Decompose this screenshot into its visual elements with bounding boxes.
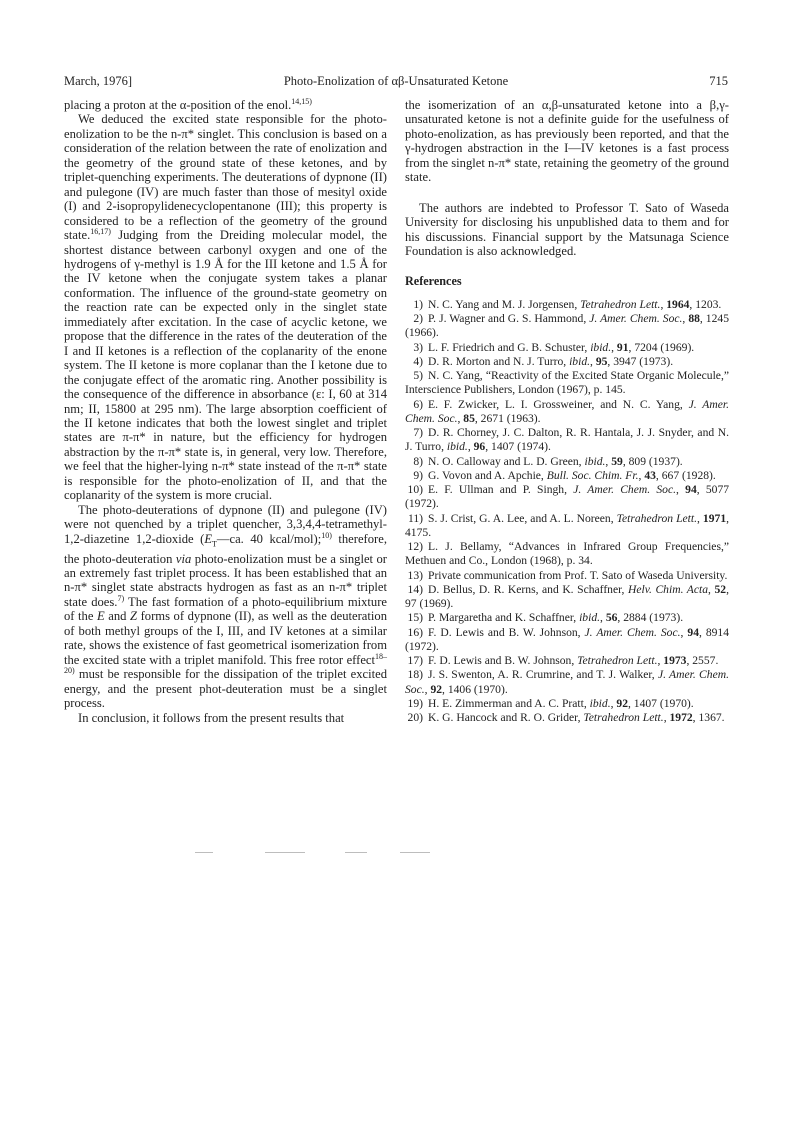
reference-item: 13) Private communication from Prof. T. Sato of Waseda University. xyxy=(405,569,729,583)
reference-number: 7) xyxy=(413,426,423,440)
volume: 91 xyxy=(616,340,629,354)
reference-item: 6) E. F. Zwicker, L. I. Grossweiner, and N. C. Yang, J. Amer. Chem. Soc., 85, 2671 (1963). xyxy=(405,397,729,425)
journal-name: ibid. xyxy=(579,611,601,625)
references-heading: References xyxy=(405,273,462,288)
right-column xyxy=(405,98,729,725)
journal-name: ibid. xyxy=(584,454,606,468)
reference-number: 4) xyxy=(413,354,423,368)
volume: 1964 xyxy=(666,297,690,311)
volume: 59 xyxy=(611,454,623,468)
reference-item: 19) H. E. Zimmerman and A. C. Pratt, ibid., 92, 1407 (1970). xyxy=(405,697,729,711)
journal-name: J. Amer. Chem. Soc. xyxy=(584,625,681,639)
reference-number: 1) xyxy=(413,297,423,311)
acknowledgement: The authors are indebted to Professor T. Sato of Waseda University for disclosing his unpublished data to them and for his discussions. Financial support by the Matsunaga Science Foundation is also acknowledged. xyxy=(405,200,729,259)
reference-number: 11) xyxy=(407,511,423,525)
journal-name: Tetrahedron Lett. xyxy=(577,654,658,668)
reference-number: 6) xyxy=(413,397,423,411)
header-title: Photo-Enolization of αβ-Unsaturated Ketone xyxy=(283,74,509,88)
citation: 7) xyxy=(117,593,125,603)
reference-item: 12) L. J. Bellamy, “Advances in Infrared Group Frequencies,” Methuen and Co., London (1968), p. 34. xyxy=(405,540,729,568)
volume: 85 xyxy=(463,411,475,425)
reference-number: 8) xyxy=(413,454,423,468)
reference-item: 1) N. C. Yang and M. J. Jorgensen, Tetrahedron Lett., 1964, 1203. xyxy=(405,298,729,312)
citation: 18–20) xyxy=(64,651,387,676)
volume: 92 xyxy=(616,696,628,710)
journal-name: Tetrahedron Lett. xyxy=(580,297,661,311)
reference-number: 2) xyxy=(413,312,423,326)
reference-item: 11) S. J. Crist, G. A. Lee, and A. L. Noreen, Tetrahedron Lett., 1971, 4175. xyxy=(405,511,730,539)
reference-item: 14) D. Bellus, D. R. Kerns, and K. Schaffner, Helv. Chim. Acta, 52, 97 (1969). xyxy=(405,582,729,611)
paragraph-conclusion: In conclusion, it follows from the present results that xyxy=(78,710,345,725)
volume: 1971 xyxy=(702,511,727,525)
volume: 88 xyxy=(688,312,700,326)
reference-item: 20) K. G. Hancock and R. O. Grider, Tetrahedron Lett., 1972, 1367. xyxy=(405,711,729,725)
journal-name: J. Amer. Chem. Soc. xyxy=(405,668,729,696)
reference-item: 16) F. D. Lewis and B. W. Johnson, J. Amer. Chem. Soc., 94, 8914 (1972). xyxy=(405,625,730,653)
reference-item: 17) F. D. Lewis and B. W. Johnson, Tetrahedron Lett., 1973, 2557. xyxy=(405,654,729,668)
reference-item: 7) D. R. Chorney, J. C. Dalton, R. R. Hantala, J. J. Snyder, and N. J. Turro, ibid., 96, 1407 (1974). xyxy=(405,426,729,454)
journal-name: ibid. xyxy=(569,354,591,368)
reference-item: 8) N. O. Calloway and L. D. Green, ibid., 59, 809 (1937). xyxy=(405,455,729,469)
journal-name: ibid. xyxy=(446,440,468,454)
reference-number: 3) xyxy=(413,340,423,354)
reference-number: 18) xyxy=(407,668,423,682)
running-header xyxy=(64,73,728,89)
volume: 43 xyxy=(644,468,656,482)
volume: 94 xyxy=(687,625,699,639)
reference-number: 10) xyxy=(407,483,423,497)
journal-name: J. Amer. Chem. Soc. xyxy=(573,483,677,497)
citation: 16,17) xyxy=(90,227,111,237)
left-column xyxy=(64,98,387,725)
journal-name: J. Amer. Chem. Soc. xyxy=(589,312,683,326)
reference-item: 10) E. F. Ullman and P. Singh, J. Amer. Chem. Soc., 94, 5077 (1972). xyxy=(405,483,730,511)
reference-number: 12) xyxy=(407,540,423,554)
reference-number: 15) xyxy=(407,611,423,625)
reference-number: 16) xyxy=(407,625,423,639)
journal-name: Bull. Soc. Chim. Fr. xyxy=(546,468,639,482)
reference-item: 9) G. Vovon and A. Apchie, Bull. Soc. Chim. Fr., 43, 667 (1928). xyxy=(405,469,729,483)
citation: 10) xyxy=(321,530,332,540)
reference-number: 5) xyxy=(413,369,423,383)
paragraph-excited-state: We deduced the excited state responsible for the photo-enolization to be the n-π* singlet. This conclusion is based on a consideration of the relation between the rate of enolization and the geometry of the ground state of these ketones, and by triplet-quenching experiments. The deuterations of dypnone (II) and pulegone (IV) are much faster than those of mesityl oxide (I) and 2-isopropylidenecyclopentanone (III); this property is considered to be a reflection of the geometry of the ground state.$^{16,17)}$ Judging from the Dreiding molecular model, the shortest distance between carbonyl oxygen and one of the hydrogens of γ-methyl is 1.9 Å for the III ketone and 1.5 Å for the IV ketone when the conjugate system takes a planar conformation. The influence of the ground-state geometry on the reaction rate can be expected only in the singlet state immediately after excitation. In the case of acyclic ketone, we propose that the difference in the rates of the deuteration of the I and II ketones is a reflection of the coplanarity of the enone system. The II ketone is more coplanar than the I ketone due to the conjugate effect of the aromatic ring. Another possibility is the consequence of the difference in absorbance (ε: I, 60 at 314 nm; II, 15800 at 295 nm). The large absorption coefficient of the II ketone indicates that both the lowest singlet and triplet states are π-π* in nature, but the efficiency for hydrogen abstraction by the π-π* state is, in general, very low. Therefore, we feel that the higher-lying n-π* state instead of the π-π* state is responsible for the photo-enolization of II, and that the coplanarity of the system is more crucial. xyxy=(64,112,387,503)
volume: 1972 xyxy=(669,711,693,725)
journal-name: ibid. xyxy=(590,340,612,354)
citation: 14,15) xyxy=(291,97,312,106)
paragraph-conclusion-cont: the isomerization of an α,β-unsaturated ketone into a β,γ-unsaturated ketone is not a definite guide for the usefulness of photo-enolization, as has previously been reported, and that the γ-hydrogen abstraction in the I—IV ketones is a fast process from the singlet n-π* state, retaining the geometry of the ground state. xyxy=(405,98,729,185)
reference-list xyxy=(405,298,729,726)
reference-item: 2) P. J. Wagner and G. S. Hammond, J. Amer. Chem. Soc., 88, 1245 (1966). xyxy=(405,312,729,340)
paragraph-quenching: The photo-deuterations of dypnone (II) and pulegone (IV) were not quenched by a triplet quencher, 3,3,4,4-tetramethyl-1,2-diazetine 1,2-dioxide ($E_T—ca$. 40 kcal/mol);$^{10)}$ therefore, the photo-deuteration via photo-enolization must be a singlet or an extremely fast triplet process. It has been established that an n-π* singlet state abstracts hydrogen as fast as an n-π* triplet state does.$^{7)}$ The fast formation of a photo-equilibrium mixture of the E and Z forms of dypnone (II), as well as the deuteration of both methyl groups of the I, III, and IV ketones at a similar rate, shows the existence of fast geometrical isomerization from the excited state with a triplet manifold. This free rotor effect$^{18-20)}$ must be responsible for the dissipation of the triplet excited energy, and the present phot-deuteration must be a singlet process. xyxy=(64,502,387,711)
reference-item: 15) P. Margaretha and K. Schaffner, ibid., 56, 2884 (1973). xyxy=(405,611,729,625)
reference-item: 4) D. R. Morton and N. J. Turro, ibid., 95, 3947 (1973). xyxy=(405,355,729,369)
reference-number: 13) xyxy=(407,568,423,582)
scan-artifact xyxy=(195,848,495,858)
reference-number: 14) xyxy=(407,582,423,596)
reference-number: 9) xyxy=(413,468,423,482)
volume: 56 xyxy=(605,611,618,625)
journal-name: Helv. Chim. Acta xyxy=(627,582,709,596)
reference-item: 3) L. F. Friedrich and G. B. Schuster, ibid., 91, 7204 (1969). xyxy=(405,341,729,355)
journal-name: J. Amer. Chem. Soc. xyxy=(405,397,729,425)
volume: 1973 xyxy=(663,654,687,668)
reference-number: 17) xyxy=(407,654,423,668)
journal-name: Tetrahedron Lett. xyxy=(616,511,698,525)
page-number: 715 xyxy=(709,74,728,88)
volume: 52 xyxy=(714,582,727,596)
journal-name: ibid. xyxy=(589,696,611,710)
reference-item: 18) J. S. Swenton, A. R. Crumrine, and T. J. Walker, J. Amer. Chem. Soc., 92, 1406 (1970). xyxy=(405,668,729,696)
paragraph-continuation: placing a proton at the α-position of the enol.$^{14,15)}$ xyxy=(64,97,312,112)
reference-item: 5) N. C. Yang, “Reactivity of the Excited State Organic Molecule,” Interscience Publishers, London (1967), p. 145. xyxy=(405,369,729,397)
volume: 96 xyxy=(473,440,486,454)
header-date: March, 1976] xyxy=(64,74,133,88)
volume: 95 xyxy=(595,354,608,368)
volume: 94 xyxy=(685,483,697,497)
journal-name: Tetrahedron Lett. xyxy=(583,711,664,725)
volume: 92 xyxy=(430,682,443,696)
reference-number: 19) xyxy=(407,696,423,710)
reference-number: 20) xyxy=(407,711,423,725)
